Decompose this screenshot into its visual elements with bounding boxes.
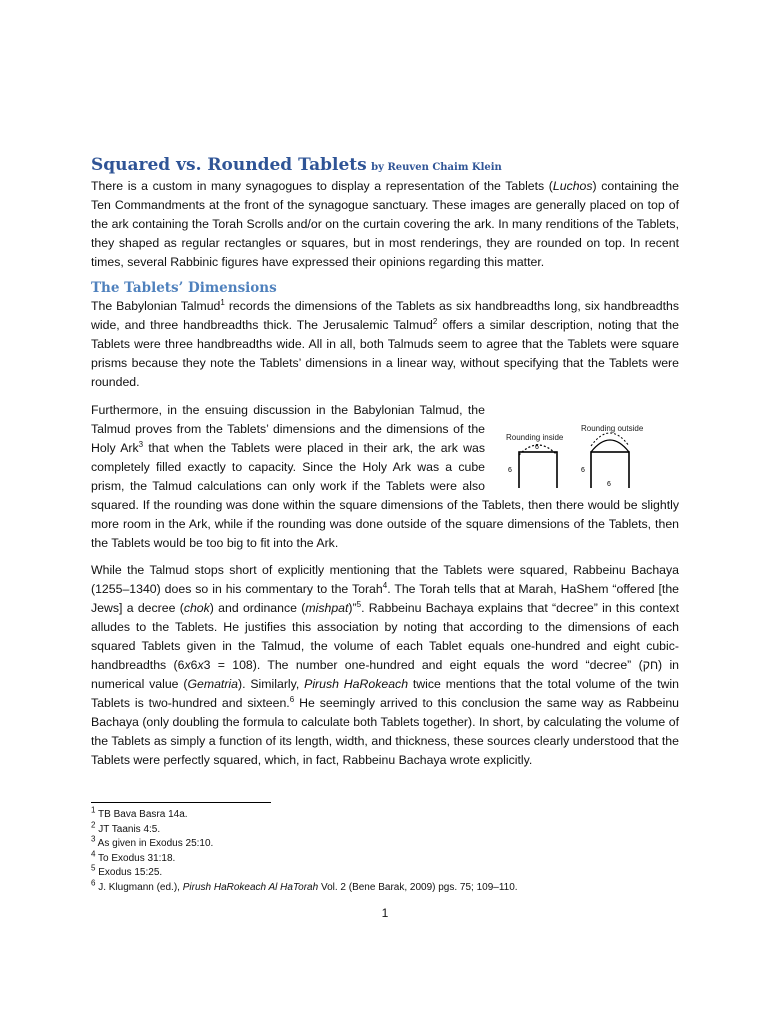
inside-side-dim: 6: [508, 467, 512, 474]
title-line: [91, 155, 679, 175]
paragraph-holy-ark: Rounding inside Rounding outside 6 6 6 6 Furthermore, in the ensuing discussion in the Babylonian Talmud, the Talmud proves from the Tablets’ dimensions and the dimensions of the Holy Ark$^3$ that when the Tablets were placed in their ark, the ark was completely filled exactly to capacity. Since the Holy Ark was a cube prism, the Talmud calculations can only work if the Tablets were also squared. If the rounding was done within the square dimensions of the Tablets, then there would be slightly more room in the Ark, while if the rounding was done outside of the square dimensions of the Tablets, then the Tablets would be too big to fit into the Ark.: [91, 401, 679, 553]
footnote-ref-6[interactable]: 6: [289, 694, 295, 704]
luchos-italic: Luchos: [552, 179, 593, 193]
document-page: [91, 0, 679, 1024]
inside-square: [519, 452, 557, 488]
rounding-outside-label: Rounding outside: [581, 424, 644, 433]
outside-arc: [591, 440, 629, 452]
footnote-3: $^3$ As given in Exodus 25:10.: [91, 834, 214, 850]
outside-bottom-dim: 6: [607, 481, 611, 488]
footnote-ref-5[interactable]: 5: [356, 599, 362, 609]
footnote-2: $^2$ JT Taanis 4:5.: [91, 820, 161, 835]
article-title: Squared vs. Rounded Tablets: [91, 155, 367, 175]
outside-side-dim: 6: [581, 467, 585, 474]
paragraph-bachaya: While the Talmud stops short of explicitly mentioning that the Tablets were squared, Rabbeinu Bachaya (1255–1340) does so in his commentary to the Torah$^4$. The Torah tells that at Marah, HaShem “offered [the Jews] a decree (chok) and ordinance (mishpat)”$^5$. Rabbeinu Bachaya explains that “decree” in this context alludes to the Tablets. He justifies this association by noting that according to the dimensions of each squared Tablets given in the Talmud, the volume of each Tablet equals one-hundred and eight cubic-handbreadths (6x6x3 = 108). The number one-hundred and eight equals the word “decree” (חק) in numerical value (Gematria). Similarly, Pirush HaRokeach twice mentions that the total volume of the twin Tablets is two-hundred and sixteen.$^6$ He seemingly arrived to this conclusion the same way as Rabbeinu Bachaya (only doubling the formula to calculate both Tablets together). In short, by calculating the volume of the Tablets as simply a function of its length, width, and thickness, these sources clearly understood that the Tablets were perfectly squared, which, in fact, Rabbeinu Bachaya wrote explicitly.: [91, 563, 680, 767]
paragraph-dimensions: The Babylonian Talmud$^1$ records the dimensions of the Tablets as six handbreadths long, six handbreadths wide, and three handbreadths thick. The Jerusalemic Talmud$^2$ offers a similar description, noting that the Tablets were three handbreadths wide. All in all, both Talmuds seem to agree that the Tablets were square prisms because they note the Tablets’ dimensions in a linear way, without specifying that the Tablets were rounded.: [91, 297, 680, 389]
intro-paragraph: There is a custom in many synagogues to display a representation of the Tablets (Luchos) containing the Ten Commandments at the front of the synagogue sanctuary. These images are generally placed on top of the ark containing the Torah Scrolls and/or on the curtain covering the ark. In many renditions of the Tablets, they shaped as regular rectangles or squares, but in most renderings, they are rounded on top. In recent times, several Rabbinic figures have expressed their opinions regarding this matter.: [91, 179, 679, 269]
footnote-1: $^1$ TB Bava Basra 14a.: [91, 805, 188, 820]
footnote-4: $^4$ To Exodus 31:18.: [91, 849, 176, 864]
footnote-6: $^6$ J. Klugmann (ed.), Pirush HaRokeach Al HaTorah Vol. 2 (Bene Barak, 2009) pgs. 75; 109–110.: [91, 878, 518, 893]
footnote-ref-1[interactable]: 1: [220, 297, 225, 307]
section-heading: The Tablets’ Dimensions: [91, 280, 277, 296]
footnotes: [91, 805, 679, 896]
inside-top-dim: 6: [535, 444, 539, 451]
rounding-inside-label: Rounding inside: [506, 433, 564, 442]
footnote-ref-2[interactable]: 2: [432, 316, 438, 326]
author-byline: by Reuven Chaim Klein: [371, 162, 502, 173]
footnote-separator: [91, 802, 271, 803]
footnote-5: $^5$ Exodus 15:25.: [91, 864, 163, 879]
tablet-diagram-svg: [499, 402, 689, 488]
footnote-ref-4[interactable]: 4: [382, 580, 388, 590]
footnote-ref-3[interactable]: 3: [138, 439, 144, 449]
tablet-rounding-figure: [499, 402, 689, 488]
page-number: 1: [381, 906, 389, 920]
